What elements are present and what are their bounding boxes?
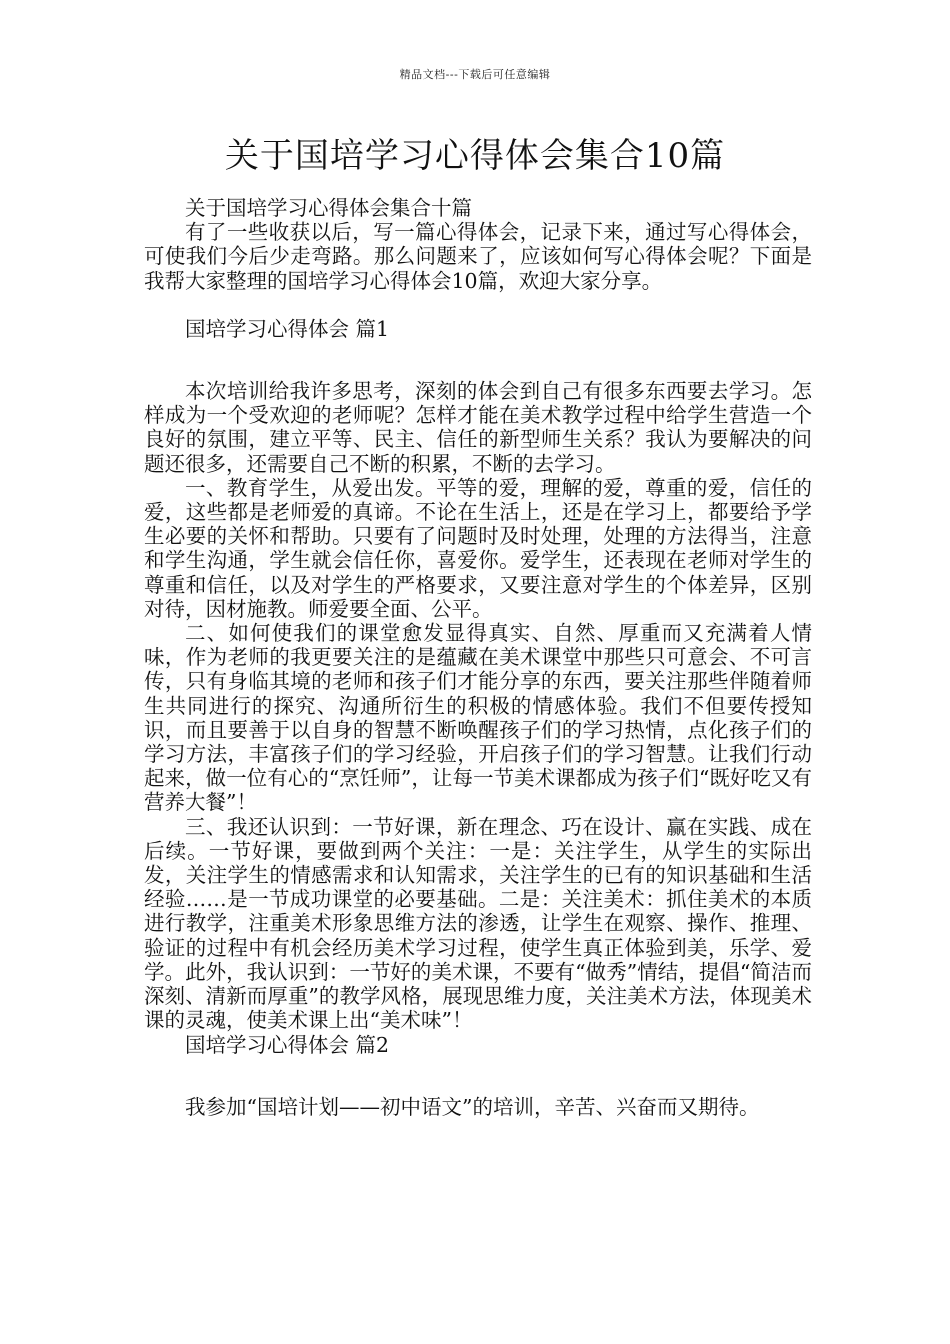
- document-body: [144, 196, 812, 1119]
- section-paragraph: 三、我还认识到：一节好课，新在理念、巧在设计、赢在实践、成在后续。一节好课，要做到两个关注：一是：关注学生，从学生的实际出发，关注学生的情感需求和认知需求，关注学生的已有的知识基础和生活经验……是一节成功课堂的必要基础。二是：关注美术：抓住美术的本质进行教学，注重美术形象思维方法的渗透，让学生在观察、操作、推理、验证的过程中有机会经历美术学习过程，使学生真正体验到美，乐学、爱学。此外，我认识到：一节好的美术课，不要有“做秀”情结，提倡“简洁而深刻、清新而厚重”的教学风格，展现思维力度，关注美术方法，体现美术课的灵魂，使美术课上出“美术味”！: [144, 814, 812, 1033]
- page-header-note: 精品文档---下载后可任意编辑: [399, 68, 551, 81]
- spacer: [144, 1057, 812, 1095]
- spacer: [144, 341, 812, 379]
- section-heading: 国培学习心得体会 篇2: [185, 1032, 390, 1057]
- section-heading: 国培学习心得体会 篇1: [185, 316, 390, 341]
- section-paragraph: 我参加“国培计划——初中语文”的培训，辛苦、兴奋而又期待。: [185, 1094, 760, 1119]
- intro-paragraph: 有了一些收获以后，写一篇心得体会，记录下来，通过写心得体会，可使我们今后少走弯路。那么问题来了，应该如何写心得体会呢？下面是我帮大家整理的国培学习心得体会10篇，欢迎大家分享。: [144, 220, 812, 293]
- section-paragraph: 二、如何使我们的课堂愈发显得真实、自然、厚重而又充满着人情味，作为老师的我更要关注的是蕴藏在美术课堂中那些只可意会、不可言传，只有身临其境的老师和孩子们才能分享的东西，要关注那些伴随着师生共同进行的探究、沟通所衍生的积极的情感体验。我们不但要传授知识，而且要善于以自身的智慧不断唤醒孩子们的学习热情，点化孩子们的学习方法，丰富孩子们的学习经验，开启孩子们的学习智慧。让我们行动起来，做一位有心的“烹饪师”，让每一节美术课都成为孩子们“既好吃又有营养大餐”！: [144, 621, 812, 815]
- section-paragraph: 一、教育学生，从爱出发。平等的爱，理解的爱，尊重的爱，信任的爱，这些都是老师爱的真谛。不论在生活上，还是在学习上，都要给予学生必要的关怀和帮助。只要有了问题时及时处理，处理的方法得当，注意和学生沟通，学生就会信任你，喜爱你。爱学生，还表现在老师对学生的尊重和信任，以及对学生的严格要求，又要注意对学生的个体差异，区别对待，因材施教。师爱要全面、公平。: [144, 475, 812, 621]
- intro-subtitle: 关于国培学习心得体会集合十篇: [185, 196, 472, 220]
- section-paragraph: 本次培训给我许多思考，深刻的体会到自己有很多东西要去学习。怎样成为一个受欢迎的老师呢？怎样才能在美术教学过程中给学生营造一个良好的氛围，建立平等、民主、信任的新型师生关系？我认为要解决的问题还很多，还需要自己不断的积累，不断的去学习。: [144, 379, 812, 476]
- document-title: 关于国培学习心得体会集合10篇: [224, 136, 726, 176]
- spacer: [144, 293, 812, 317]
